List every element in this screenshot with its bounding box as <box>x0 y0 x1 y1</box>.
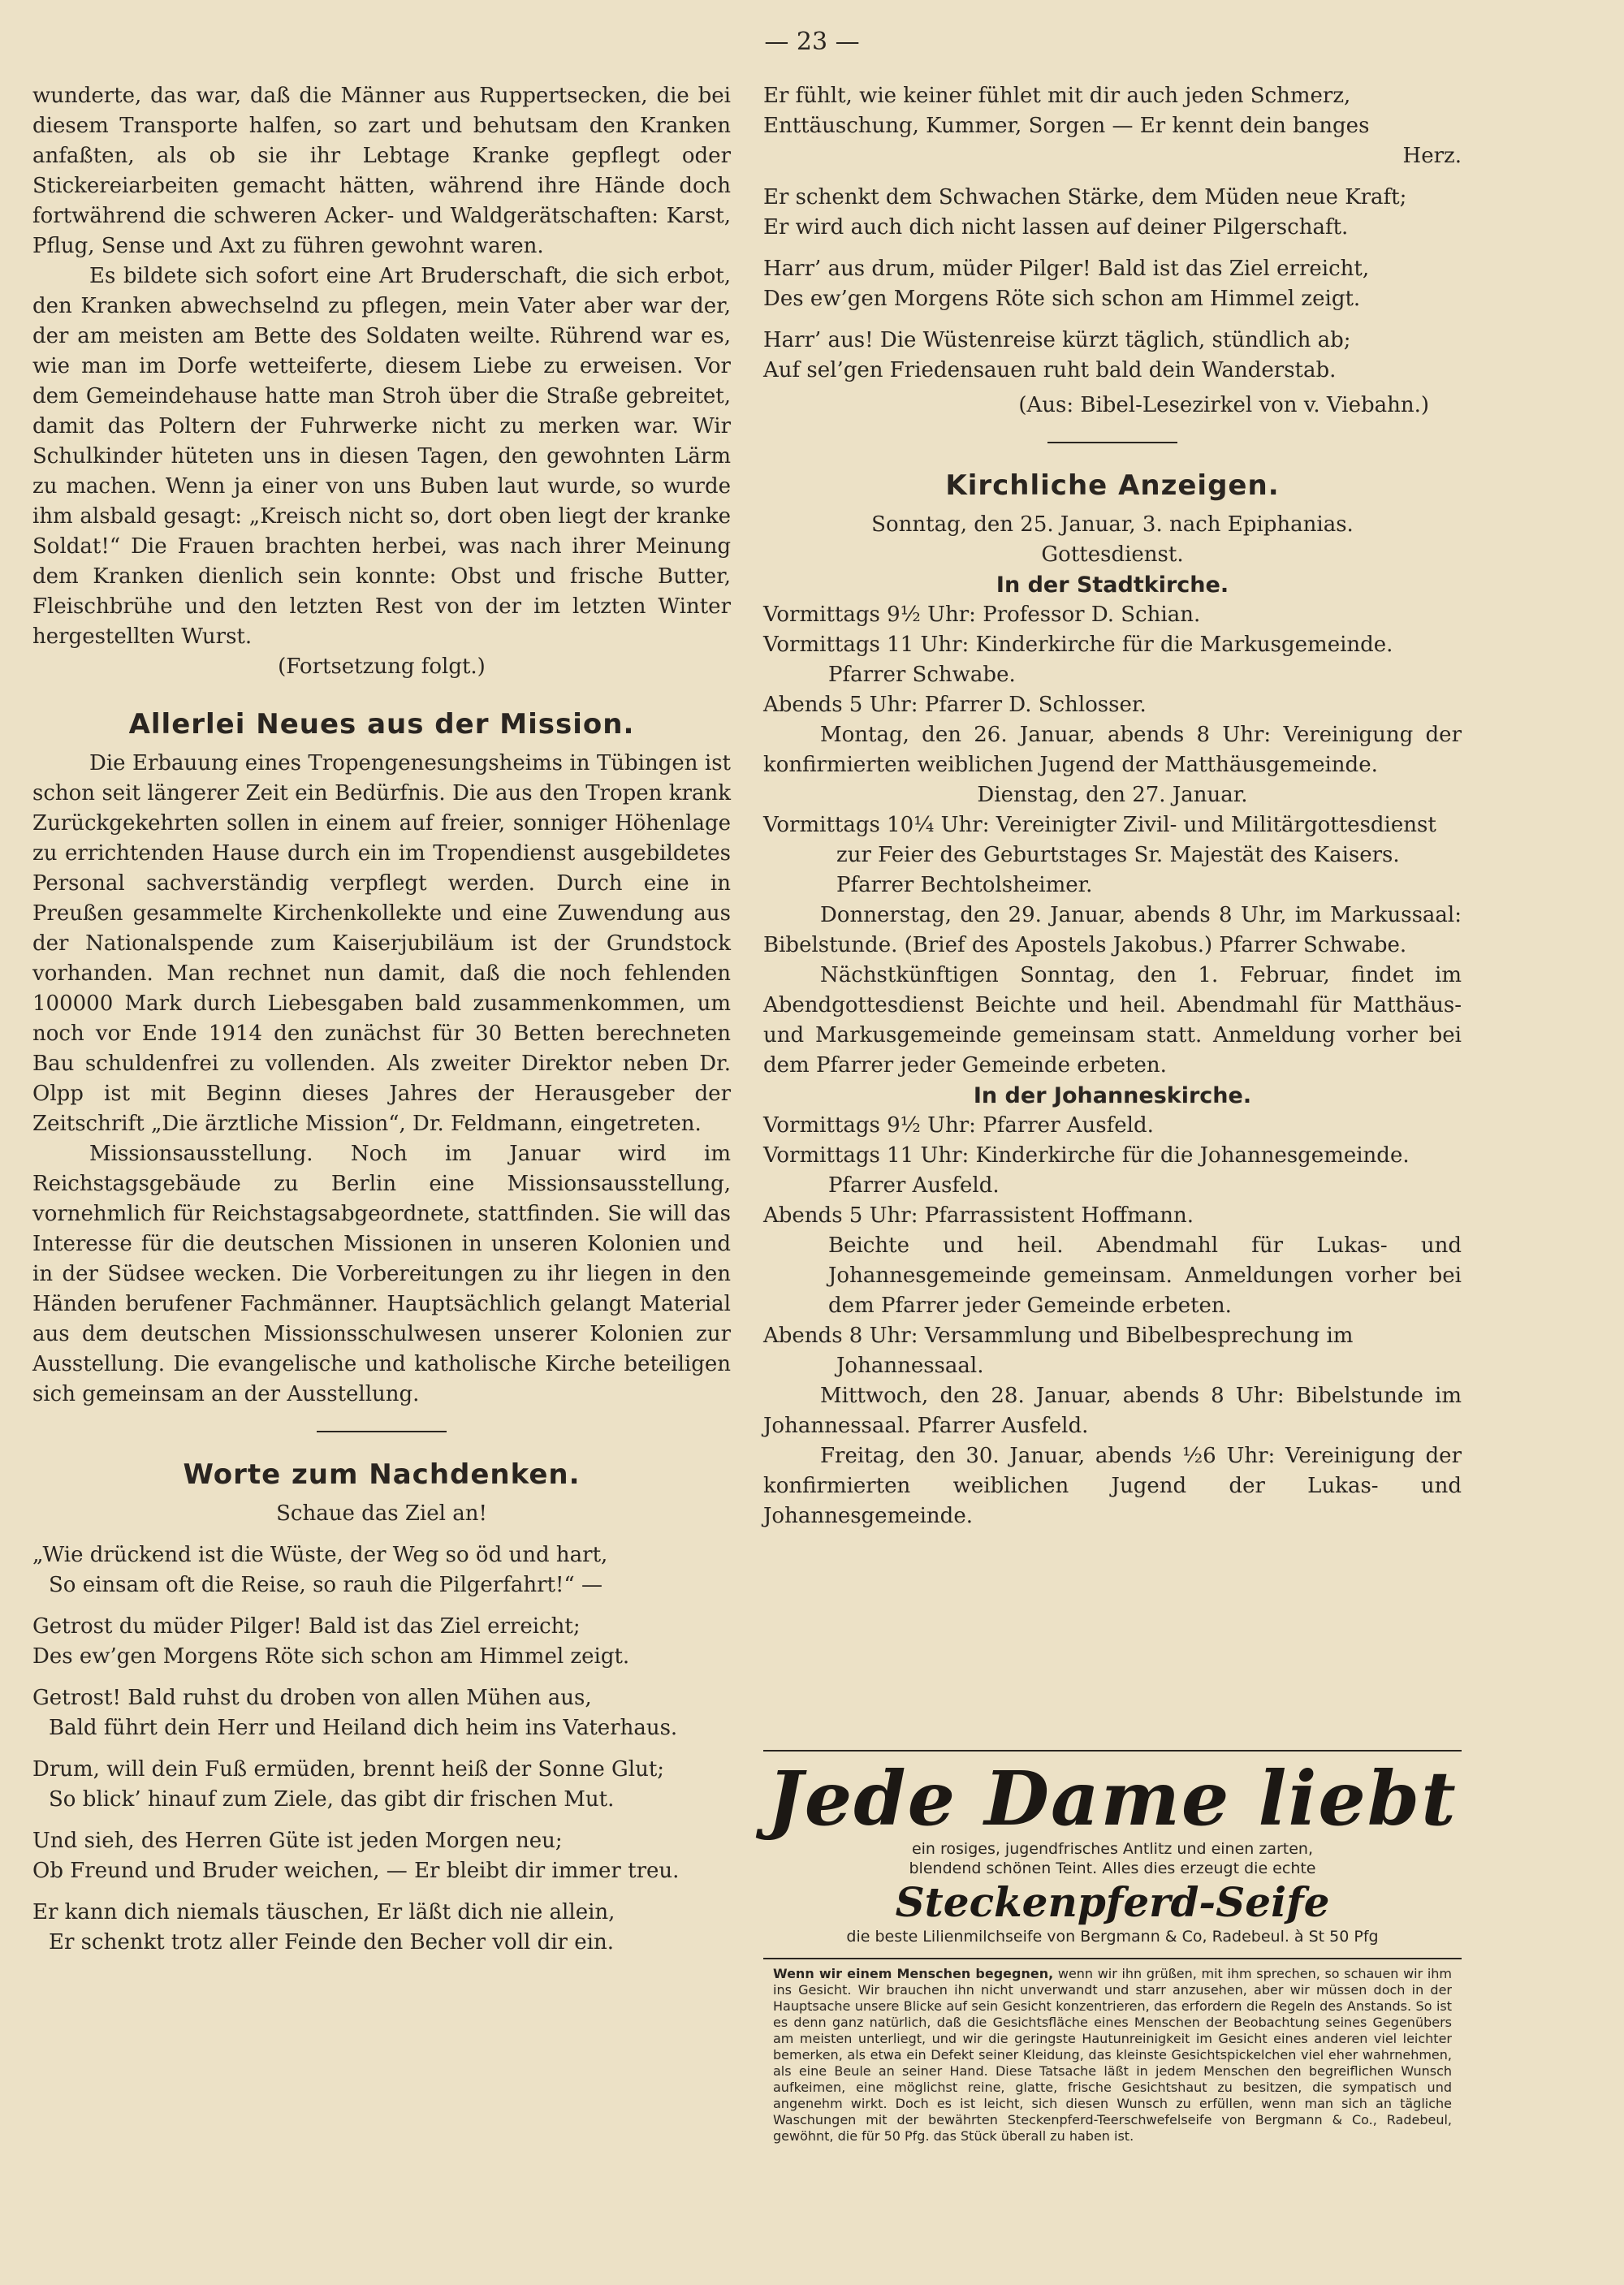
verse-line: Er wird auch dich nicht lassen auf deiner Pilgerschaft. <box>763 215 1349 240</box>
ad-tagline: blendend schönen Teint. Alles dies erzeugt die echte <box>909 1860 1316 1877</box>
left-column <box>32 81 731 1958</box>
verse-stanza <box>32 1540 731 1600</box>
verse-line: Herz. <box>1402 144 1462 168</box>
verse-line: Harr’ aus! Die Wüstenreise kürzt täglich, stündlich ab; <box>763 328 1351 352</box>
kirchliche-heading: Kirchliche Anzeigen. <box>945 469 1280 502</box>
verse-stanza <box>32 1898 731 1958</box>
verse-stanza <box>763 81 1462 171</box>
service-entry: Vormittags 9½ Uhr: Pfarrer Ausfeld. <box>763 1113 1154 1138</box>
service-entry: Vormittags 11 Uhr: Kinderkirche für die Markusgemeinde. <box>763 633 1393 657</box>
service-entry: Montag, den 26. Januar, abends 8 Uhr: Vereinigung der konfirmierten weiblichen Jugend der Matthäusgemeinde. <box>763 723 1462 777</box>
story-paragraph: wunderte, das war, daß die Männer aus Ruppertsecken, die bei diesem Transporte halfen, so zart und behutsam den Kranken anfaßten, als ob sie ihr Lebtage Kranke gepflegt oder Stickereiarbeiten gemacht hätten, während ihre Hände doch fortwährend die schweren Acker- und Waldgerätschaften: Karst, Pflug, Sense und Axt zu führen gewohnt waren. <box>32 84 731 258</box>
service-date: Dienstag, den 27. Januar. <box>977 783 1248 807</box>
ad-tagline: ein rosiges, jugendfrisches Antlitz und einen zarten, <box>911 1840 1314 1858</box>
story-paragraph: Es bildete sich sofort eine Art Bruderschaft, die sich erbot, den Kranken abwechselnd zu pflegen, mein Vater aber war der, der am meisten am Bette des Soldaten weilte. Rührend war es, wie man im Dorfe wetteiferte, diesem Liebe zu erweisen. Vor dem Gemeindehause hatte man Stroh über die Straße gebreitet, damit das Poltern der Fuhrwerke nicht zu merken war. Wir Schulkinder hüteten uns in diesen Tagen, den gewohnten Lärm zu machen. Wenn ja einer von uns Buben laut wurde, so wurde ihm alsbald gesagt: „Kreisch nicht so, dort oben liegt der kranke Soldat!“ Die Frauen brachten herbei, was nach ihrer Meinung dem Kranken dienlich sein konnte: Obst und frische Butter, Fleischbrühe und den letzten Rest von der im letzten Winter hergestellten Wurst. <box>32 264 731 649</box>
verse-line: Enttäuschung, Kummer, Sorgen — Er kennt dein banges <box>763 114 1370 138</box>
verse-line: Drum, will dein Fuß ermüden, brennt heiß der Sonne Glut; <box>32 1757 665 1782</box>
section-divider <box>1047 442 1177 443</box>
mission-paragraph: Die Erbauung eines Tropengenesungsheims in Tübingen ist schon seit längerer Zeit ein Bedürfnis. Die aus den Tropen krank Zurückgekehrten sollen in einem auf freier, sonniger Höhenlage zu errichtenden Hause durch ein im Tropendienst ausgebildetes Personal sachverständig verpflegt werden. Durch eine in Preußen gesammelte Kirchenkollekte und eine Zuwendung aus der Nationalspende zum Kaiserjubiläum ist der Grundstock vorhanden. Man rechnet nun damit, daß die noch fehlenden 100000 Mark durch Liebesgaben bald zusammenkommen, um noch vor Ende 1914 den zunächst für 30 Betten berechneten Bau schuldenfrei zu vollenden. Als zweiter Direktor neben Dr. Olpp ist mit Beginn dieses Jahres der Herausgeber der Zeitschrift „Die ärztliche Mission“, Dr. Feldmann, eingetreten. <box>32 751 731 1136</box>
mission-heading: Allerlei Neues aus der Mission. <box>128 708 635 741</box>
verse-line: Er schenkt trotz aller Feinde den Becher voll dir ein. <box>49 1930 614 1955</box>
verse-line: Getrost du müder Pilger! Bald ist das Ziel erreicht; <box>32 1614 581 1639</box>
verse-stanza <box>763 254 1462 314</box>
verse-line: So einsam oft die Reise, so rauh die Pilgerfahrt!“ — <box>49 1573 603 1597</box>
verse-line: Des ew’gen Morgens Röte sich schon am Himmel zeigt. <box>32 1644 630 1669</box>
service-entry: Mittwoch, den 28. Januar, abends 8 Uhr: Bibelstunde im Johannessaal. Pfarrer Ausfeld. <box>763 1384 1462 1438</box>
service-entry: Abends 5 Uhr: Pfarrer D. Schlosser. <box>763 693 1147 717</box>
service-entry: Vormittags 9½ Uhr: Professor D. Schian. <box>763 603 1201 627</box>
verse-stanza <box>32 1755 731 1815</box>
section-divider <box>317 1431 447 1432</box>
ad-brand: Steckenpferd-Seife <box>895 1878 1330 1926</box>
service-entry: Vormittags 10¼ Uhr: Vereinigter Zivil- und Militärgottesdienst zur Feier des Geburtstages Sr. Majestät des Kaisers. Pfarrer Bechtolsheimer. <box>763 813 1436 897</box>
verse-stanza <box>32 1683 731 1743</box>
service-entry: Beichte und heil. Abendmahl für Lukas- und Johannesgemeinde gemeinsam. Anmeldungen vorher bei dem Pfarrer jeder Gemeinde erbeten. <box>828 1233 1462 1318</box>
verse-line: Des ew’gen Morgens Röte sich schon am Himmel zeigt. <box>763 287 1361 311</box>
verse-stanza <box>763 183 1462 243</box>
ad-body-lead: Wenn wir einem Menschen begegnen, <box>773 1966 1054 1981</box>
service-entry: Nächstkünftigen Sonntag, den 1. Februar, findet im Abendgottesdienst Beichte und heil. Abendmahl für Matthäus- und Markusgemeinde gemeinsam statt. Anmeldung vorher bei dem Pfarrer jeder Gemeinde erbeten. <box>763 963 1462 1078</box>
verse-stanza <box>32 1826 731 1886</box>
service-label: Gottesdienst. <box>1041 542 1184 567</box>
worte-heading: Worte zum Nachdenken. <box>183 1458 581 1491</box>
mission-paragraph: Missionsausstellung. Noch im Januar wird im Reichstagsgebäude zu Berlin eine Missionsausstellung, vornehmlich für Reichstagsabgeordnete, stattfinden. Sie will das Interesse für die deutschen Missionen in unseren Kolonien und in der Südsee wecken. Die Vorbereitungen zu ihr liegen in den Händen berufener Fachmänner. Hauptsächlich gelangt Material aus dem deutschen Missionsschulwesen unserer Kolonien zur Ausstellung. Die evangelische und katholische Kirche beteiligen sich gemeinsam an der Ausstellung. <box>32 1142 731 1406</box>
verse-line: Harr’ aus drum, müder Pilger! Bald ist das Ziel erreicht, <box>763 257 1370 281</box>
ad-body: wenn wir ihn grüßen, mit ihm sprechen, so schauen wir ihm ins Gesicht. Wir brauchen ihn nicht unverwandt und starr anzusehen, aber wir müssen doch in der Hauptsache unsere Blicke auf sein Gesicht konzentrieren, das erfordern die Regeln des Anstands. So ist es denn ganz natürlich, daß die Gesichtsfläche eines Menschen der Beobachtung seines Gegenübers am meisten unterliegt, und wir die geringste Hautunreinigkeit im Gesicht eines anderen viel leichter bemerken, als etwa ein Defekt seiner Kleidung, das kleinste Gesichtspickelchen viel eher wahrnehmen, als eine Beule an seiner Hand. Diese Tatsache läßt in jedem Menschen den begreiflichen Wunsch aufkeimen, eine möglichst reine, glatte, frische Gesichtshaut zu besitzen, die sympatisch und angenehm wirkt. Doch es ist leicht, sich diesen Wunsch zu erfüllen, wenn man sich an tägliche Waschungen mit der bewährten Steckenpferd-Teerschwefelseife von Bergmann & Co., Radebeul, gewöhnt, die für 50 Pfg. das Stück überall zu haben ist. <box>773 1966 1452 2144</box>
ad-divider <box>763 1958 1462 1959</box>
verse-line: Er kann dich niemals täuschen, Er läßt dich nie allein, <box>32 1900 615 1924</box>
worte-subtitle: Schaue das Ziel an! <box>276 1501 487 1526</box>
verse-line: Ob Freund und Bruder weichen, — Er bleibt dir immer treu. <box>32 1859 680 1883</box>
service-entry: Pfarrer Ausfeld. <box>828 1173 1000 1198</box>
page-number: — 23 — <box>764 28 860 56</box>
right-column <box>763 81 1462 1531</box>
service-entry: Abends 5 Uhr: Pfarrassistent Hoffmann. <box>763 1203 1194 1228</box>
continuation-note: (Fortsetzung folgt.) <box>278 654 486 679</box>
service-entry: Pfarrer Schwabe. <box>828 663 1016 687</box>
johanneskirche-heading: In der Johanneskirche. <box>973 1083 1252 1108</box>
verse-stanza <box>763 326 1462 386</box>
service-entry: Vormittags 11 Uhr: Kinderkirche für die Johannesgemeinde. <box>763 1143 1410 1168</box>
verse-line: Getrost! Bald ruhst du droben von allen Mühen aus, <box>32 1686 592 1710</box>
service-entry: Freitag, den 30. Januar, abends ½6 Uhr: Vereinigung der konfirmierten weiblichen Jugend der Lukas- und Johannesgemeinde. <box>763 1444 1462 1528</box>
verse-line: Und sieh, des Herren Güte ist jeden Morgen neu; <box>32 1829 563 1853</box>
service-entry: Abends 8 Uhr: Versammlung und Bibelbesprechung im Johannessaal. <box>763 1324 1354 1378</box>
stadtkirche-heading: In der Stadtkirche. <box>996 572 1229 598</box>
ad-price-line: die beste Lilienmilchseife von Bergmann & Co, Radebeul. à St 50 Pfg <box>846 1928 1379 1946</box>
verse-source: (Aus: Bibel-Lesezirkel von v. Viebahn.) <box>1018 393 1429 417</box>
ad-body-text <box>763 1966 1462 2145</box>
ad-title: Jede Dame liebt <box>767 1755 1458 1842</box>
service-entry: Donnerstag, den 29. Januar, abends 8 Uhr, im Markussaal: Bibelstunde. (Brief des Apostels Jakobus.) Pfarrer Schwabe. <box>763 903 1462 957</box>
soap-advertisement <box>763 1750 1462 2145</box>
verse-line: Bald führt dein Herr und Heiland dich heim ins Vaterhaus. <box>49 1716 678 1740</box>
verse-line: Er fühlt, wie keiner fühlet mit dir auch jeden Schmerz, <box>763 84 1351 108</box>
verse-line: „Wie drückend ist die Wüste, der Weg so öd und hart, <box>32 1543 608 1567</box>
verse-line: So blick’ hinauf zum Ziele, das gibt dir frischen Mut. <box>49 1787 615 1812</box>
service-date: Sonntag, den 25. Januar, 3. nach Epiphanias. <box>871 512 1354 537</box>
verse-stanza <box>32 1612 731 1672</box>
verse-line: Auf sel’gen Friedensauen ruht bald dein Wanderstab. <box>763 358 1337 382</box>
verse-line: Er schenkt dem Schwachen Stärke, dem Müden neue Kraft; <box>763 185 1407 209</box>
